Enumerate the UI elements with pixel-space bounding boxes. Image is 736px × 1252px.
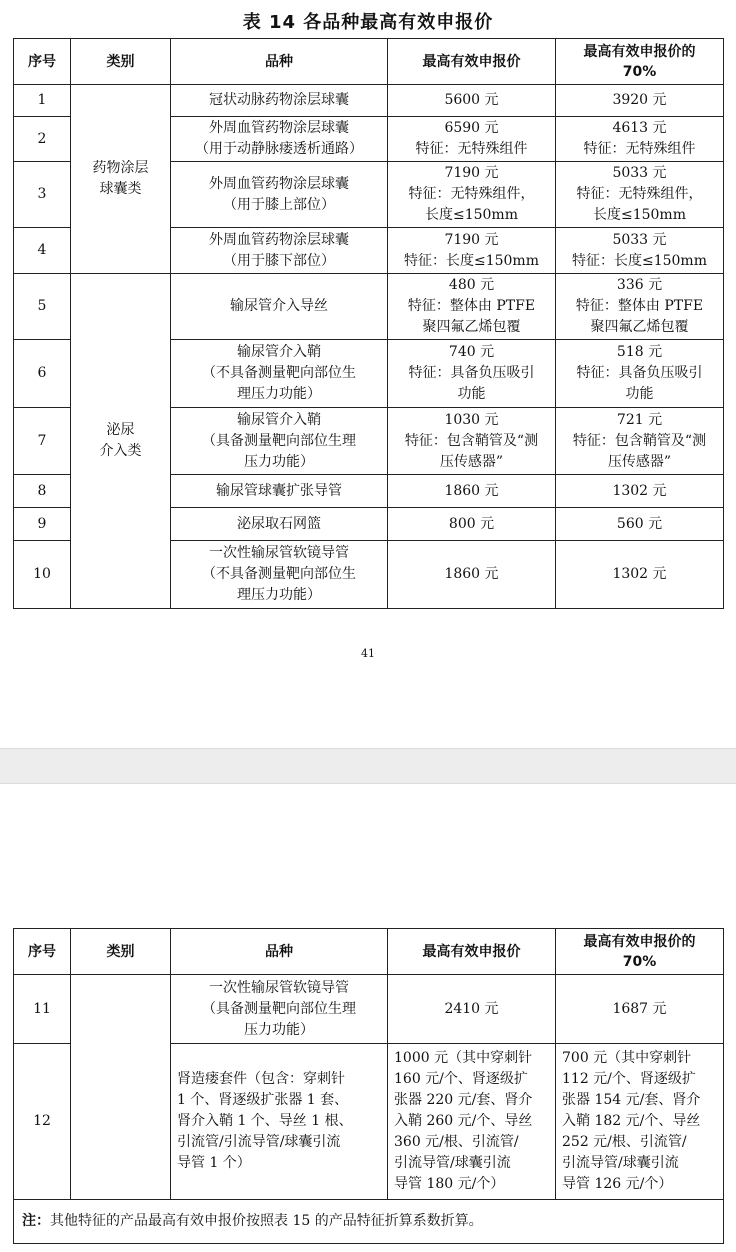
variety-cell	[171, 228, 388, 274]
note-row	[14, 1200, 724, 1244]
cell-line: 560 元	[616, 515, 663, 532]
table-row	[14, 975, 724, 1044]
variety-cell	[171, 274, 388, 340]
cell-line: 功能	[625, 386, 654, 402]
price-cell	[388, 541, 556, 609]
cell-line: 输尿管介入导丝	[230, 298, 328, 314]
header-category: 类别	[71, 929, 171, 975]
row-number: 1	[14, 85, 71, 117]
table-title: 表 14 各品种最高有效申报价	[242, 12, 494, 33]
cell-line: 特征：整体由 PTFE	[407, 298, 536, 314]
price-cell	[388, 162, 556, 228]
variety-cell	[171, 117, 388, 162]
variety-cell	[171, 975, 388, 1044]
cell-line: 特征：无特殊组件	[583, 141, 696, 157]
variety-cell	[171, 475, 388, 508]
cell-line: 引流管/引流导管/球囊引流	[177, 1134, 341, 1150]
header-price: 最高有效申报价	[388, 39, 556, 85]
price70-cell	[556, 1044, 724, 1200]
cell-line: 5033 元	[612, 231, 667, 248]
cell-line: 112 元/个、肾逐级扩	[562, 1071, 696, 1087]
price70-cell	[556, 975, 724, 1044]
cell-line: （用于膝上部位）	[223, 196, 335, 213]
variety-cell	[171, 340, 388, 408]
cell-line: 压传感器”	[607, 453, 672, 470]
header-price70-line2: 70%	[622, 953, 657, 970]
price-table-part1	[13, 38, 724, 609]
cell-line: 252 元/根、引流管/	[562, 1134, 687, 1150]
cell-line: 泌尿	[106, 422, 135, 438]
cell-line: 一次性输尿管软镜导管	[209, 979, 349, 996]
cell-line: 1000 元（其中穿刺针	[394, 1050, 533, 1066]
header-no: 序号	[14, 39, 71, 85]
page-separator	[0, 748, 736, 784]
cell-line: 药物涂层	[92, 160, 149, 176]
cell-line: 引流导管/球囊引流	[562, 1155, 679, 1171]
cell-line: 1687 元	[612, 1000, 667, 1017]
header-price70	[556, 929, 724, 975]
cell-line: 张器 154 元/套、肾介	[562, 1092, 701, 1108]
cell-line: 外周血管药物涂层球囊	[209, 231, 349, 248]
header-variety: 品种	[171, 39, 388, 85]
page-number: 41	[361, 647, 375, 660]
cell-line: 输尿管介入鞘	[237, 344, 321, 360]
cell-line: 介入类	[99, 443, 142, 459]
cell-line: 1302 元	[612, 482, 667, 499]
note-text: 其他特征的产品最高有效申报价按照表 15 的产品特征折算系数折算。	[50, 1213, 483, 1229]
cell-line: 肾造瘘套件（包含：穿刺针	[177, 1071, 345, 1087]
price70-cell	[556, 508, 724, 541]
variety-cell	[171, 541, 388, 609]
cell-line: 一次性输尿管软镜导管	[209, 545, 349, 561]
price-cell	[388, 85, 556, 117]
cell-line: 外周血管药物涂层球囊	[209, 175, 349, 192]
cell-line: 5600 元	[444, 92, 499, 108]
category-cell	[71, 274, 171, 609]
cell-line: 入鞘 182 元/个、导丝	[562, 1113, 701, 1129]
cell-line: 输尿管球囊扩张导管	[216, 482, 342, 499]
price70-cell	[556, 117, 724, 162]
cell-line: 引流导管/球囊引流	[394, 1155, 511, 1171]
price-cell	[388, 340, 556, 408]
cell-line: 518 元	[616, 344, 663, 360]
cell-line: 特征：整体由 PTFE	[575, 298, 704, 314]
price70-cell	[556, 85, 724, 117]
header-price70-line1: 最高有效申报价的	[583, 43, 696, 60]
cell-line: （具备测量靶向部位生理	[202, 432, 356, 449]
row-number: 10	[14, 541, 71, 609]
row-number: 12	[14, 1044, 71, 1200]
price70-cell	[556, 408, 724, 475]
price-cell	[388, 228, 556, 274]
cell-line: 2410 元	[444, 1000, 499, 1017]
table-header-row	[14, 929, 724, 975]
header-price70	[556, 39, 724, 85]
price70-cell	[556, 475, 724, 508]
header-price70-line1: 最高有效申报价的	[583, 933, 696, 950]
cell-line: 压力功能）	[244, 1021, 314, 1038]
cell-line: 特征：长度≤150mm	[571, 252, 707, 269]
row-number: 7	[14, 408, 71, 475]
cell-line: （具备测量靶向部位生理	[202, 1000, 356, 1017]
header-no: 序号	[14, 929, 71, 975]
header-price70-line2: 70%	[622, 63, 657, 80]
variety-cell	[171, 408, 388, 475]
variety-cell	[171, 85, 388, 117]
cell-line: 导管 126 元/个）	[562, 1176, 673, 1192]
cell-line: 泌尿取石网篮	[237, 515, 321, 532]
note-label: 注：	[22, 1213, 50, 1229]
price-cell	[388, 274, 556, 340]
cell-line: 336 元	[616, 277, 663, 293]
category-cell	[71, 975, 171, 1200]
price70-cell	[556, 541, 724, 609]
cell-line: 4613 元	[612, 120, 667, 136]
row-number: 8	[14, 475, 71, 508]
cell-line: 入鞘 260 元/个、导丝	[394, 1113, 533, 1129]
price-cell	[388, 117, 556, 162]
cell-line: （用于膝下部位）	[223, 252, 335, 269]
cell-line: 特征：包含鞘管及“测	[572, 432, 707, 449]
table-row	[14, 85, 724, 117]
header-variety: 品种	[171, 929, 388, 975]
note-cell	[14, 1200, 724, 1244]
price-cell	[388, 1044, 556, 1200]
row-number: 3	[14, 162, 71, 228]
cell-line: 导管 1 个）	[177, 1155, 251, 1171]
cell-line: 聚四氟乙烯包覆	[422, 319, 521, 335]
cell-line: 特征：包含鞘管及“测	[404, 432, 539, 449]
cell-line: 压传感器”	[439, 453, 504, 470]
cell-line: 360 元/根、引流管/	[394, 1134, 519, 1150]
cell-line: 5033 元	[612, 165, 667, 181]
cell-line: 特征：具备负压吸引	[408, 365, 535, 381]
cell-line: 特征：无特殊组件，	[408, 186, 535, 202]
cell-line: 特征：无特殊组件	[415, 141, 528, 157]
cell-line: （不具备测量靶向部位生	[202, 566, 356, 582]
row-number: 4	[14, 228, 71, 274]
variety-cell	[171, 1044, 388, 1200]
price70-cell	[556, 228, 724, 274]
cell-line: 3920 元	[612, 92, 667, 108]
cell-line: 1860 元	[444, 482, 499, 499]
price-table-part2	[13, 928, 724, 1244]
cell-line: 特征：无特殊组件，	[576, 186, 703, 202]
cell-line: 6590 元	[444, 120, 499, 136]
header-category: 类别	[71, 39, 171, 85]
cell-line: 721 元	[616, 411, 663, 428]
row-number: 11	[14, 975, 71, 1044]
price-cell	[388, 508, 556, 541]
cell-line: 理压力功能）	[237, 386, 321, 402]
price-cell	[388, 475, 556, 508]
cell-line: 功能	[457, 386, 486, 402]
cell-line: 聚四氟乙烯包覆	[590, 319, 689, 335]
category-cell	[71, 85, 171, 274]
price70-cell	[556, 340, 724, 408]
header-price: 最高有效申报价	[388, 929, 556, 975]
cell-line: 1030 元	[444, 411, 499, 428]
cell-line: 输尿管介入鞘	[237, 411, 321, 428]
cell-line: 理压力功能）	[237, 587, 321, 603]
cell-line: 1860 元	[444, 566, 499, 582]
variety-cell	[171, 508, 388, 541]
row-number: 6	[14, 340, 71, 408]
cell-line: 740 元	[448, 344, 495, 360]
row-number: 5	[14, 274, 71, 340]
cell-line: 7190 元	[444, 231, 499, 248]
cell-line: 长度≤150mm	[592, 207, 686, 223]
price-cell	[388, 408, 556, 475]
cell-line: 导管 180 元/个）	[394, 1176, 505, 1192]
cell-line: 700 元（其中穿刺针	[562, 1050, 692, 1066]
cell-line: 特征：具备负压吸引	[576, 365, 703, 381]
cell-line: 1302 元	[612, 566, 667, 582]
row-number: 2	[14, 117, 71, 162]
cell-line: 480 元	[448, 277, 495, 293]
row-number: 9	[14, 508, 71, 541]
cell-line: 张器 220 元/套、肾介	[394, 1092, 533, 1108]
table-header-row	[14, 39, 724, 85]
price-cell	[388, 975, 556, 1044]
cell-line: 肾介入鞘 1 个、导丝 1 根、	[177, 1113, 353, 1129]
price70-cell	[556, 274, 724, 340]
cell-line: 160 元/个、肾逐级扩	[394, 1071, 528, 1087]
cell-line: 冠状动脉药物涂层球囊	[209, 92, 349, 108]
price70-cell	[556, 162, 724, 228]
cell-line: 特征：长度≤150mm	[403, 252, 539, 269]
cell-line: 长度≤150mm	[424, 207, 518, 223]
table-row	[14, 274, 724, 340]
cell-line: （用于动静脉瘘透析通路）	[195, 141, 363, 157]
cell-line: （不具备测量靶向部位生	[202, 365, 356, 381]
cell-line: 压力功能）	[244, 453, 314, 470]
cell-line: 球囊类	[99, 181, 142, 197]
cell-line: 1 个、肾逐级扩张器 1 套、	[177, 1092, 349, 1108]
cell-line: 800 元	[448, 515, 495, 532]
cell-line: 7190 元	[444, 165, 499, 181]
variety-cell	[171, 162, 388, 228]
cell-line: 外周血管药物涂层球囊	[209, 120, 349, 136]
